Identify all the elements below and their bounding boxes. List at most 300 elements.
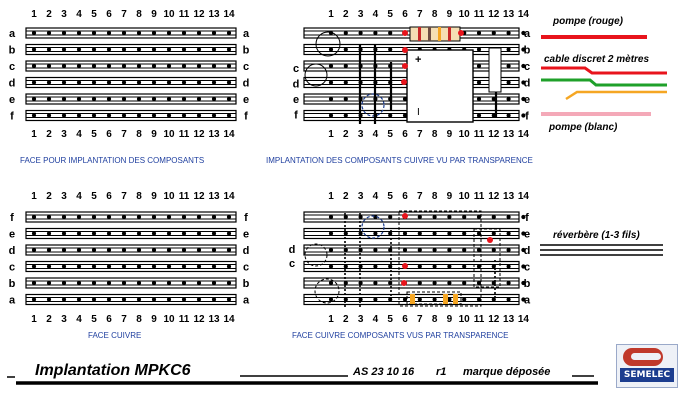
pad-f14 [227, 113, 231, 117]
pad-f10 [462, 215, 466, 219]
pad-d6 [107, 80, 111, 84]
col-number-1: 1 [31, 9, 37, 20]
pad-f13 [212, 113, 216, 117]
pad-a3 [62, 297, 66, 301]
col-number-4: 4 [372, 129, 379, 140]
pad-a5 [92, 31, 96, 35]
pad-a2 [47, 297, 51, 301]
col-number-6: 6 [402, 191, 408, 202]
pad-c1 [32, 64, 36, 68]
pad-a8 [433, 297, 437, 301]
pad-c13 [212, 64, 216, 68]
row-label-left-b: b [8, 44, 16, 57]
row-label-left-a: a [8, 294, 16, 307]
row-label-left-a: a [8, 28, 16, 40]
pad-c3 [62, 264, 66, 268]
pad-f12 [492, 215, 496, 219]
solder-dot [401, 79, 407, 85]
footer-rev: r1 [436, 366, 447, 378]
pad-e2 [47, 231, 51, 235]
col-number-4: 4 [76, 191, 82, 202]
col-number-1: 1 [328, 191, 334, 202]
pad-a6 [107, 31, 111, 35]
pad-a9 [152, 31, 156, 35]
row-label-right-c: c [523, 61, 531, 73]
pad-a3 [62, 31, 66, 35]
col-number-13: 13 [503, 314, 515, 325]
col-number-11: 11 [178, 9, 190, 20]
pad-f11 [477, 215, 481, 219]
row-label-left-e: e [8, 94, 16, 106]
col-number-3: 3 [357, 129, 364, 140]
row-label-left-f: f [10, 212, 14, 224]
pad-a14 [227, 31, 231, 35]
col-number-11: 11 [178, 129, 190, 140]
pad-d5 [92, 80, 96, 84]
pad-f2 [47, 113, 51, 117]
col-number-6: 6 [106, 314, 112, 325]
col-number-3: 3 [61, 314, 67, 325]
col-number-10: 10 [163, 9, 175, 20]
pad-e11 [182, 231, 186, 235]
pad-f11 [182, 113, 186, 117]
pad-f5 [388, 215, 392, 219]
pad-e9 [152, 97, 156, 101]
pad-a2 [47, 31, 51, 35]
pad-e14 [227, 97, 231, 101]
pad-c12 [197, 264, 201, 268]
strip-c [26, 262, 236, 272]
pad-c5 [92, 64, 96, 68]
pad-c2 [47, 264, 51, 268]
pad-f9 [152, 113, 156, 117]
pad-c11 [477, 264, 481, 268]
pad-a13 [507, 31, 511, 35]
col-number-2: 2 [343, 9, 349, 20]
pad-d2 [47, 248, 51, 252]
strip-c [304, 262, 519, 272]
side-label-top-f: f [294, 109, 298, 122]
pad-c6 [107, 64, 111, 68]
pad-a4 [373, 297, 377, 301]
solder-dot [402, 30, 408, 36]
pad-e8 [137, 97, 141, 101]
col-number-14: 14 [223, 129, 235, 140]
pad-a12 [492, 297, 496, 301]
strip-a [26, 295, 236, 305]
col-number-12: 12 [488, 191, 500, 202]
col-number-8: 8 [136, 191, 142, 202]
strip-e [26, 229, 236, 239]
pad-a6 [107, 297, 111, 301]
row-label-right-d: d [523, 245, 531, 257]
pad-f1 [32, 113, 36, 117]
pad-f8 [137, 215, 141, 219]
pad-d11 [182, 80, 186, 84]
pad-b11 [477, 281, 481, 285]
col-number-10: 10 [458, 191, 470, 202]
pad-c1 [329, 264, 333, 268]
pad-f5 [92, 215, 96, 219]
pad-a4 [77, 31, 81, 35]
row-label-right-b: b [523, 44, 531, 57]
pad-f6 [107, 215, 111, 219]
pad-b13 [212, 281, 216, 285]
pad-f3 [62, 113, 66, 117]
row-label-right-c: c [242, 261, 250, 274]
col-number-13: 13 [503, 191, 515, 202]
pad-d14 [227, 80, 231, 84]
col-number-3: 3 [357, 314, 364, 325]
col-number-5: 5 [91, 314, 97, 325]
solder-dot [402, 47, 408, 53]
col-number-11: 11 [178, 191, 190, 202]
pad-b4 [373, 281, 377, 285]
strip-c [26, 61, 236, 71]
pad-b2 [47, 281, 51, 285]
pad-a6 [403, 297, 407, 301]
row-label-left-e: e [8, 228, 16, 241]
col-number-2: 2 [46, 314, 52, 325]
col-number-8: 8 [136, 9, 142, 20]
pad-e11 [182, 97, 186, 101]
footer-title: Implantation MPKC6 [35, 362, 191, 379]
col-number-2: 2 [343, 314, 349, 325]
row-label-right-e: e [523, 228, 531, 241]
pad-b13 [507, 47, 511, 51]
row-label-right-c: c [523, 261, 531, 274]
pad-d6 [107, 248, 111, 252]
col-number-14: 14 [517, 191, 529, 202]
minus-mark: I [417, 107, 420, 118]
pad-f4 [77, 215, 81, 219]
pad-c14 [227, 264, 231, 268]
pad-f11 [477, 113, 481, 117]
pad-a1 [329, 297, 333, 301]
col-number-14: 14 [223, 9, 235, 20]
pad-f10 [167, 113, 171, 117]
side-label-top-c: c [292, 63, 300, 75]
pad-e7 [122, 97, 126, 101]
pad-e1 [329, 97, 333, 101]
legend-pompe-blanc: pompe (blanc) [549, 122, 618, 133]
pad-c9 [447, 264, 451, 268]
legend-wires [540, 37, 667, 255]
col-number-12: 12 [193, 314, 205, 325]
pad-d13 [507, 248, 511, 252]
col-number-12: 12 [488, 129, 500, 140]
pad-c13 [507, 264, 511, 268]
pad-f7 [122, 215, 126, 219]
resistor [410, 27, 460, 41]
row-label-right-f: f [244, 110, 248, 123]
col-number-13: 13 [503, 9, 515, 20]
pad-e9 [447, 231, 451, 235]
side-label-top-e: e [292, 94, 300, 106]
strip-f [26, 212, 236, 222]
pad-f11 [182, 215, 186, 219]
pad-b3 [62, 281, 66, 285]
col-number-13: 13 [208, 191, 220, 202]
pad-b4 [77, 47, 81, 51]
side-label-bottom-c: c [288, 258, 296, 270]
pad-b7 [122, 47, 126, 51]
col-number-5: 5 [91, 191, 97, 202]
row-label-right-b: b [523, 278, 531, 290]
pad-f9 [447, 215, 451, 219]
pad-d4 [77, 248, 81, 252]
pad-b7 [122, 281, 126, 285]
pad-f7 [122, 113, 126, 117]
pad-a2 [344, 31, 348, 35]
col-number-12: 12 [193, 9, 205, 20]
col-number-13: 13 [208, 129, 220, 140]
pad-c2 [47, 64, 51, 68]
pad-d3 [62, 248, 66, 252]
pad-b12 [197, 47, 201, 51]
col-number-5: 5 [91, 9, 97, 20]
col-number-14: 14 [223, 191, 235, 202]
strip-f [304, 212, 519, 222]
pad-c2 [344, 64, 348, 68]
legend-cable-orange [566, 92, 667, 99]
pad-d8 [137, 248, 141, 252]
pad-a7 [122, 297, 126, 301]
row-label-right-f: f [525, 212, 529, 224]
pad-c3 [62, 64, 66, 68]
pad-a1 [32, 297, 36, 301]
pad-d5 [92, 248, 96, 252]
col-number-9: 9 [446, 129, 453, 140]
resistor-band [428, 27, 431, 41]
pad-a13 [212, 297, 216, 301]
pad-c10 [167, 64, 171, 68]
pad-a1 [32, 31, 36, 35]
col-number-7: 7 [121, 9, 127, 20]
strip-d [304, 245, 519, 255]
pad-e2 [344, 97, 348, 101]
pad-c11 [182, 64, 186, 68]
col-number-12: 12 [193, 129, 205, 140]
pad-b1 [32, 47, 36, 51]
row-label-right-b: b [242, 44, 250, 57]
pad-b5 [92, 47, 96, 51]
col-number-6: 6 [106, 9, 112, 20]
pad-d9 [152, 80, 156, 84]
pad-b13 [507, 281, 511, 285]
col-number-3: 3 [357, 191, 364, 202]
pad-e4 [373, 231, 377, 235]
col-number-4: 4 [372, 191, 379, 202]
pad-c13 [212, 264, 216, 268]
pad-f13 [507, 113, 511, 117]
pad-b2 [344, 47, 348, 51]
pad-d10 [462, 248, 466, 252]
pad-e2 [47, 97, 51, 101]
pad-a12 [197, 297, 201, 301]
pad-a4 [373, 31, 377, 35]
resistor-band [418, 27, 421, 41]
pad-b1 [329, 281, 333, 285]
col-number-5: 5 [387, 9, 393, 20]
pad-e6 [107, 231, 111, 235]
solder-dot [458, 30, 464, 36]
pad-b9 [447, 281, 451, 285]
pad-c7 [418, 264, 422, 268]
pad-b6 [107, 281, 111, 285]
solder-pad-orange [410, 294, 415, 304]
legend-reverbere: réverbère (1-3 fils) [553, 230, 640, 241]
pad-c10 [462, 264, 466, 268]
pad-b8 [137, 47, 141, 51]
row-label-right-c: c [242, 61, 250, 73]
col-number-14: 14 [517, 314, 529, 325]
pad-b5 [388, 47, 392, 51]
board-bl [9, 191, 250, 325]
pad-c13 [507, 64, 511, 68]
col-number-7: 7 [417, 9, 423, 20]
pad-f4 [77, 113, 81, 117]
col-number-12: 12 [488, 314, 500, 325]
col-number-6: 6 [106, 191, 112, 202]
row-label-left-d: d [8, 245, 16, 257]
pad-f6 [107, 113, 111, 117]
row-label-right-f: f [244, 212, 248, 224]
row-label-right-e: e [523, 94, 531, 106]
pad-f10 [167, 215, 171, 219]
col-number-1: 1 [31, 191, 37, 202]
col-number-10: 10 [163, 314, 175, 325]
pad-f13 [507, 215, 511, 219]
footer-mark: marque déposée [463, 366, 551, 378]
col-number-5: 5 [387, 191, 393, 202]
pad-e13 [212, 97, 216, 101]
col-number-11: 11 [178, 314, 190, 325]
logo-name: SEMELEC [620, 368, 674, 382]
strip-d [26, 78, 236, 88]
pad-c14 [227, 64, 231, 68]
col-number-12: 12 [488, 9, 500, 20]
col-number-10: 10 [163, 191, 175, 202]
col-number-4: 4 [76, 129, 82, 140]
solder-dot [487, 237, 493, 243]
pad-e7 [418, 231, 422, 235]
solder-dot [402, 63, 408, 69]
pad-e1 [329, 231, 333, 235]
pad-c8 [433, 264, 437, 268]
col-number-12: 12 [193, 191, 205, 202]
col-number-3: 3 [61, 191, 67, 202]
col-number-13: 13 [208, 9, 220, 20]
solder-dot [402, 263, 408, 269]
pad-c12 [197, 64, 201, 68]
pad-e12 [492, 231, 496, 235]
pad-b13 [212, 47, 216, 51]
row-label-right-d: d [242, 77, 250, 90]
col-number-7: 7 [121, 129, 127, 140]
col-number-1: 1 [328, 314, 334, 325]
pad-d6 [403, 248, 407, 252]
row-label-left-c: c [8, 61, 16, 73]
col-number-9: 9 [151, 314, 157, 325]
col-number-7: 7 [417, 314, 423, 325]
pad-d8 [137, 80, 141, 84]
col-number-8: 8 [431, 191, 438, 202]
pad-e9 [152, 231, 156, 235]
components-top-right [305, 27, 501, 124]
col-number-2: 2 [343, 129, 349, 140]
col-number-8: 8 [136, 314, 142, 325]
pad-c4 [373, 264, 377, 268]
pad-a7 [418, 297, 422, 301]
pad-d14 [227, 248, 231, 252]
row-label-right-e: e [242, 94, 250, 106]
row-label-right-f: f [525, 110, 529, 123]
pad-e11 [477, 97, 481, 101]
pad-a13 [212, 31, 216, 35]
col-number-9: 9 [151, 191, 157, 202]
pad-a8 [137, 31, 141, 35]
pad-a7 [122, 31, 126, 35]
pad-c10 [167, 264, 171, 268]
row-label-left-c: c [8, 261, 16, 274]
row-label-right-d: d [242, 245, 250, 257]
col-number-10: 10 [163, 129, 175, 140]
pad-b1 [32, 281, 36, 285]
solder-dot [402, 213, 408, 219]
pad-b3 [62, 47, 66, 51]
pad-d12 [492, 248, 496, 252]
pad-e14 [227, 231, 231, 235]
strip-e [304, 229, 519, 239]
pad-e1 [32, 231, 36, 235]
strip-a [26, 28, 236, 38]
pad-e10 [167, 97, 171, 101]
col-number-11: 11 [473, 129, 485, 140]
pad-d13 [212, 80, 216, 84]
pad-b9 [152, 47, 156, 51]
pad-d9 [447, 248, 451, 252]
pad-b10 [167, 47, 171, 51]
row-label-left-d: d [8, 77, 16, 90]
pad-c11 [477, 64, 481, 68]
col-number-8: 8 [431, 9, 438, 20]
col-number-9: 9 [446, 314, 453, 325]
pad-e5 [92, 97, 96, 101]
col-number-5: 5 [387, 314, 393, 325]
row-label-right-a: a [523, 294, 531, 307]
col-number-1: 1 [31, 314, 37, 325]
col-number-1: 1 [31, 129, 37, 140]
pad-d13 [507, 80, 511, 84]
pad-e3 [62, 231, 66, 235]
pad-b1 [329, 47, 333, 51]
col-number-9: 9 [446, 191, 453, 202]
pad-c7 [122, 64, 126, 68]
col-number-2: 2 [343, 191, 349, 202]
pad-e12 [197, 97, 201, 101]
col-number-8: 8 [431, 314, 438, 325]
pad-c11 [182, 264, 186, 268]
pad-e12 [197, 231, 201, 235]
pad-e10 [462, 231, 466, 235]
pad-b14 [227, 47, 231, 51]
pad-d7 [418, 248, 422, 252]
pad-c1 [329, 64, 333, 68]
solder-dot [401, 280, 407, 286]
pad-d9 [152, 248, 156, 252]
resistor-band [438, 27, 441, 41]
